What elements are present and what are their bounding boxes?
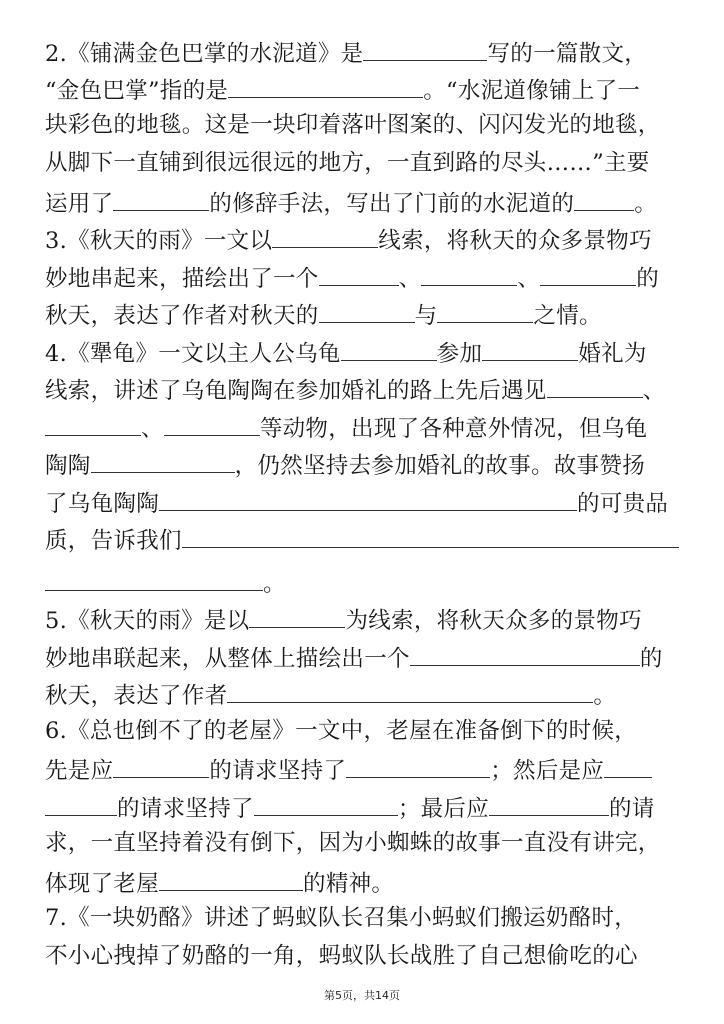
answer-blank[interactable] (159, 486, 577, 511)
question-2-line-4 (45, 148, 685, 178)
question-text: 为线索，将秋天众多的景物巧 (345, 608, 642, 634)
answer-blank[interactable] (363, 36, 487, 61)
question-6-line-5 (45, 866, 685, 899)
answer-blank[interactable] (272, 223, 378, 248)
answer-blank[interactable] (254, 791, 398, 816)
question-text: 、 (398, 266, 422, 292)
question-text: 的 (639, 646, 663, 672)
answer-blank[interactable] (45, 566, 263, 591)
question-2-line-3 (45, 110, 685, 140)
question-5-line-3 (45, 678, 685, 711)
question-text: 参加 (436, 341, 483, 367)
question-text: 运用了 (45, 191, 114, 217)
question-text: 先是应 (45, 758, 114, 784)
question-3-line-1 (45, 223, 685, 256)
question-4-line-2 (45, 373, 685, 406)
question-4-line-5 (45, 486, 685, 519)
answer-blank[interactable] (540, 261, 636, 286)
question-text: 线索，讲述了乌龟陶陶在参加婚礼的路上先后遇见 (45, 378, 547, 404)
question-text: 。“水泥道像铺上了一 (423, 78, 641, 104)
question-text: 求，一直坚持着没有倒下，因为小蜘蛛的故事一直没有讲完， (45, 830, 661, 856)
question-6-line-4 (45, 828, 685, 858)
answer-blank[interactable] (437, 298, 533, 323)
question-text: 的请 (609, 796, 655, 822)
question-4-line-3 (45, 411, 685, 444)
answer-blank[interactable] (319, 261, 399, 286)
question-text: 不小心拽掉了奶酪的一角，蚂蚁队长战胜了自己想偷吃的心 (45, 943, 638, 969)
question-text: 秋天，表达了作者 (45, 683, 228, 709)
question-text: 6.《总也倒不了的老屋》一文中，老屋在准备倒下的时候， (45, 718, 638, 744)
question-4-line-7 (45, 566, 685, 599)
question-text: ；然后是应 (490, 758, 605, 784)
question-text: 4.《犟龟》一文以主人公乌龟 (45, 341, 341, 367)
answer-blank[interactable] (574, 186, 634, 211)
question-text: 妙地串起来，描绘出了一个 (45, 266, 319, 292)
question-text: 、 (517, 266, 541, 292)
question-2-line-2 (45, 73, 685, 106)
question-4-line-4 (45, 448, 685, 481)
answer-blank[interactable] (227, 678, 593, 703)
question-5-line-2 (45, 641, 685, 674)
question-text: 。 (634, 191, 658, 217)
question-text: 。 (593, 683, 617, 709)
question-text: 、 (141, 416, 164, 442)
question-text: 的 (636, 266, 660, 292)
question-7-line-2 (45, 941, 685, 971)
question-text: 5.《秋天的雨》是以 (45, 608, 250, 634)
answer-blank[interactable] (341, 336, 437, 361)
answer-blank[interactable] (45, 411, 141, 436)
question-text: 质，告诉我们 (45, 528, 182, 554)
question-text: 从脚下一直铺到很远很远的地方，一直到路的尽头……”主要 (45, 150, 650, 176)
question-text: 线索，将秋天的众多景物巧 (378, 228, 652, 254)
answer-blank[interactable] (319, 298, 415, 323)
question-text: 体现了老屋 (45, 871, 160, 897)
question-text: 2.《铺满金色巴掌的水泥道》是 (45, 41, 364, 67)
answer-blank[interactable] (547, 373, 643, 398)
question-6-line-2 (45, 753, 685, 786)
answer-blank[interactable] (91, 448, 235, 473)
question-text: 的请求坚持了 (117, 796, 254, 822)
question-text: ；最后应 (397, 796, 490, 822)
answer-blank[interactable] (489, 791, 609, 816)
question-text: “金色巴掌”指的是 (45, 78, 229, 104)
question-text: 秋天，表达了作者对秋天的 (45, 303, 319, 329)
question-4-line-6 (45, 523, 685, 556)
question-5-line-1 (45, 603, 685, 636)
answer-blank[interactable] (604, 753, 652, 778)
question-3-line-2 (45, 261, 685, 294)
question-text: 的可贵品 (577, 491, 669, 517)
question-text: 等动物，出现了各种意外情况，但乌龟 (259, 416, 648, 442)
answer-blank[interactable] (182, 523, 679, 548)
question-4-line-1 (45, 336, 685, 369)
question-text: 陶陶 (45, 453, 91, 479)
question-6-line-3 (45, 791, 685, 824)
question-3-line-3 (45, 298, 685, 331)
answer-blank[interactable] (346, 753, 490, 778)
question-6-line-1 (45, 716, 685, 746)
question-text: 、 (642, 378, 666, 404)
question-text: 之情。 (533, 303, 602, 329)
answer-blank[interactable] (113, 186, 209, 211)
question-2-line-5 (45, 186, 685, 219)
question-text: 了乌龟陶陶 (45, 491, 160, 517)
question-text: 婚礼为 (578, 341, 647, 367)
question-text: ，仍然坚持去参加婚礼的故事。故事赞扬 (234, 453, 646, 479)
question-text: 写的一篇散文， (487, 41, 648, 67)
answer-blank[interactable] (482, 336, 578, 361)
question-text: 的修辞手法，写出了门前的水泥道的 (209, 191, 575, 217)
answer-blank[interactable] (159, 866, 303, 891)
page-number-footer: 第5页，共14页 (324, 989, 400, 1002)
answer-blank[interactable] (113, 753, 209, 778)
answer-blank[interactable] (249, 603, 345, 628)
answer-blank[interactable] (421, 261, 517, 286)
question-text: 与 (414, 303, 438, 329)
answer-blank[interactable] (164, 411, 260, 436)
question-text: 。 (263, 571, 286, 597)
question-text: 3.《秋天的雨》一文以 (45, 228, 273, 254)
question-7-line-1 (45, 903, 685, 933)
answer-blank[interactable] (228, 73, 423, 98)
answer-blank[interactable] (45, 791, 117, 816)
answer-blank[interactable] (410, 641, 640, 666)
question-text: 的请求坚持了 (209, 758, 347, 784)
question-text: 的精神。 (303, 871, 395, 897)
question-text: 块彩色的地毯。这是一块印着落叶图案的、闪闪发光的地毯， (45, 112, 661, 138)
question-text: 妙地串联起来，从整体上描绘出一个 (45, 646, 410, 672)
question-2-line-1 (45, 36, 685, 69)
question-text: 7.《一块奶酪》讲述了蚂蚁队长召集小蚂蚁们搬运奶酪时， (45, 905, 638, 931)
